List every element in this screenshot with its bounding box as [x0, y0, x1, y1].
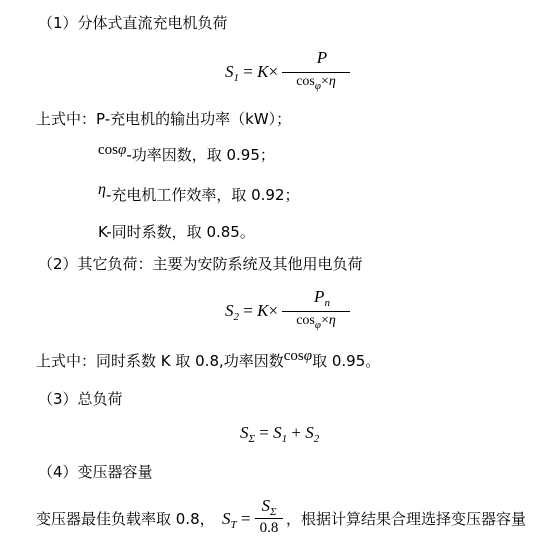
s1-eq: = — [243, 62, 253, 81]
section-1-heading: （1）分体式直流充电机负荷 — [38, 14, 228, 32]
s2-desc-b: 取 0.95。 — [312, 352, 381, 370]
s1-eta-line — [98, 181, 300, 205]
s4-text-a: 变压器最佳负载率取 0.8， — [36, 510, 215, 528]
s2-k: K — [257, 301, 269, 320]
s4-text-b: ，根据计算结果合理选择变压器容量 — [286, 510, 527, 528]
s3-plus: + — [291, 423, 301, 442]
s1-lhs-sub: 1 — [233, 72, 239, 84]
s1-den-cos: cos — [296, 74, 315, 89]
s2-den-cos: cos — [296, 313, 315, 328]
s3-t1: S — [273, 423, 282, 442]
s2-den-eta: η — [328, 313, 336, 328]
s1-numerator: P — [316, 48, 328, 67]
s1-times: × — [268, 62, 279, 81]
s1-eta-label: η — [98, 181, 106, 198]
s4-numerator — [255, 496, 283, 518]
section-2-heading: （2）其它负荷：主要为安防系统及其他用电负荷 — [38, 255, 363, 273]
s1-desc-intro: 上式中：P-充电机的输出功率（kW）； — [36, 110, 292, 128]
s4-num-sub: Σ — [269, 506, 277, 518]
s1-cos-desc: -功率因数，取 0.95； — [126, 146, 275, 164]
s1-eta-desc: -充电机工作效率，取 0.92； — [105, 186, 300, 204]
s1-den-eta: η — [328, 74, 336, 89]
s3-t2: S — [305, 423, 314, 442]
formula-s4 — [222, 496, 284, 542]
s4-fraction-bar — [255, 518, 283, 519]
s2-lhs: S — [225, 301, 234, 320]
s3-lhs-sub: Σ — [248, 433, 256, 445]
s3-eq: = — [259, 423, 269, 442]
s2-fraction-bar — [282, 311, 350, 312]
s4-num-var: S — [261, 496, 270, 515]
s2-denominator — [282, 313, 350, 331]
section-3-heading: （3）总负荷 — [38, 390, 123, 408]
s1-cos-line — [98, 142, 275, 165]
s1-den-times: × — [320, 74, 329, 89]
s4-denominator: 0.8 — [259, 520, 279, 536]
s3-t2-sub: 2 — [313, 433, 320, 445]
s1-fraction-bar — [282, 72, 350, 73]
s3-t1-sub: 1 — [281, 433, 288, 445]
s2-lhs-sub: 2 — [233, 311, 239, 323]
s2-num-var: P — [314, 287, 325, 306]
s1-k: K — [257, 62, 269, 81]
s1-cos-phi: φ — [118, 142, 127, 158]
s2-cos-phi: φ — [303, 348, 313, 364]
s1-lhs: S — [225, 62, 234, 81]
s2-cos-label: cos — [283, 348, 304, 364]
s2-den-times: × — [320, 313, 329, 328]
s4-lhs: S — [222, 509, 231, 528]
s4-lhs-sub: T — [230, 519, 237, 531]
s1-denominator — [282, 74, 350, 92]
s2-numerator — [301, 287, 343, 309]
s1-k-desc: K-同时系数，取 0.85。 — [98, 223, 255, 241]
s2-desc-a: 上式中：同时系数 K 取 0.8,功率因数 — [36, 352, 284, 370]
s2-eq: = — [243, 301, 253, 320]
s4-eq: = — [240, 509, 251, 528]
formula-s3 — [240, 423, 340, 447]
s1-cos-label: cos — [98, 142, 118, 158]
s2-times: × — [268, 301, 279, 320]
section-4-heading: （4）变压器容量 — [38, 463, 153, 481]
s2-num-sub: n — [324, 297, 330, 309]
s2-den-phi: φ — [314, 319, 321, 331]
s3-lhs: S — [240, 423, 249, 442]
formula-s1 — [225, 48, 345, 98]
formula-s2 — [225, 287, 345, 337]
s1-den-phi: φ — [314, 80, 321, 92]
s2-desc — [36, 348, 381, 371]
